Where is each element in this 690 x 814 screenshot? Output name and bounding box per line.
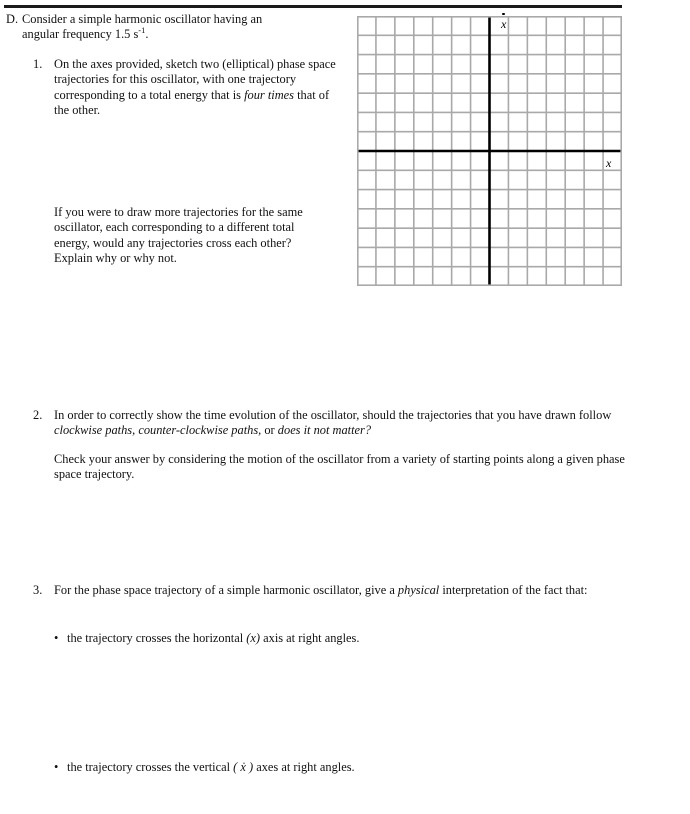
question-3-bullet-1-post: axis at right angles. — [260, 631, 360, 645]
y-axis-label — [501, 17, 506, 32]
question-2-number: 2. — [33, 408, 43, 422]
question-1-prompt-emphasis: four times — [244, 87, 294, 102]
question-3-prompt — [54, 583, 634, 598]
question-1-prompt-tail: that of the other. — [54, 87, 330, 118]
bullet-icon: • — [54, 760, 59, 774]
question-1-prompt — [54, 57, 339, 119]
question-1-prompt-text: On the axes provided, sketch two (elliptical) phase space trajectories for this oscillator, with one trajectory corresponding to a total energy that is — [54, 57, 336, 102]
header-rule — [4, 5, 622, 8]
question-2-conjunction: or — [261, 423, 278, 438]
question-3-bullet-2 — [54, 760, 355, 775]
question-3-bullet-1-pre: the trajectory crosses the horizontal — [67, 631, 247, 645]
question-3-bullet-1 — [54, 631, 359, 646]
question-3-bullet-2-post: axes at right angles. — [253, 760, 355, 774]
phase-space-grid[interactable] — [357, 16, 622, 286]
question-1-followup: If you were to draw more trajectories for the same oscillator, each corresponding to a different total energy, would any trajectories cross each other? Explain why or why not. — [54, 205, 303, 266]
question-1-number: 1. — [33, 57, 43, 71]
question-3-bullet-2-symbol: ( ẋ ) — [233, 760, 254, 774]
question-2-option-3: does it not matter? — [277, 423, 372, 438]
section-intro-line2-post: . — [145, 27, 149, 42]
question-2-followup: Check your answer by considering the motion of the oscillator from a variety of starting points along a given phase space trajectory. — [54, 452, 625, 482]
question-2-option-2: counter-clockwise paths, — [135, 423, 262, 438]
question-2-prompt-pre: In order to correctly show the time evolution of the oscillator, should the trajectories that you have drawn follow — [54, 408, 612, 422]
question-2-option-1: clockwise paths, — [54, 423, 136, 438]
question-3-prompt-post: interpretation of the fact that: — [439, 583, 588, 597]
question-3-bullet-1-symbol: (x) — [246, 631, 261, 645]
question-3-bullet-2-pre: the trajectory crosses the vertical — [67, 760, 234, 774]
question-3-prompt-emphasis: physical — [397, 583, 440, 597]
section-letter: D. — [6, 12, 19, 26]
x-axis-label: x — [606, 156, 612, 170]
question-2-prompt — [54, 408, 642, 439]
question-3-prompt-pre: For the phase space trajectory of a simple harmonic oscillator, give a — [54, 583, 398, 597]
section-intro-line1: Consider a simple harmonic oscillator having an — [22, 12, 263, 26]
bullet-icon: • — [54, 631, 59, 645]
question-3-number: 3. — [33, 583, 43, 597]
section-intro — [22, 12, 342, 43]
section-intro-line2-pre: angular frequency 1.5 s — [22, 27, 139, 42]
y-axis-label-text: x — [501, 17, 507, 31]
section-intro-superscript: -1 — [138, 25, 146, 36]
phase-space-grid-canvas — [357, 16, 622, 286]
